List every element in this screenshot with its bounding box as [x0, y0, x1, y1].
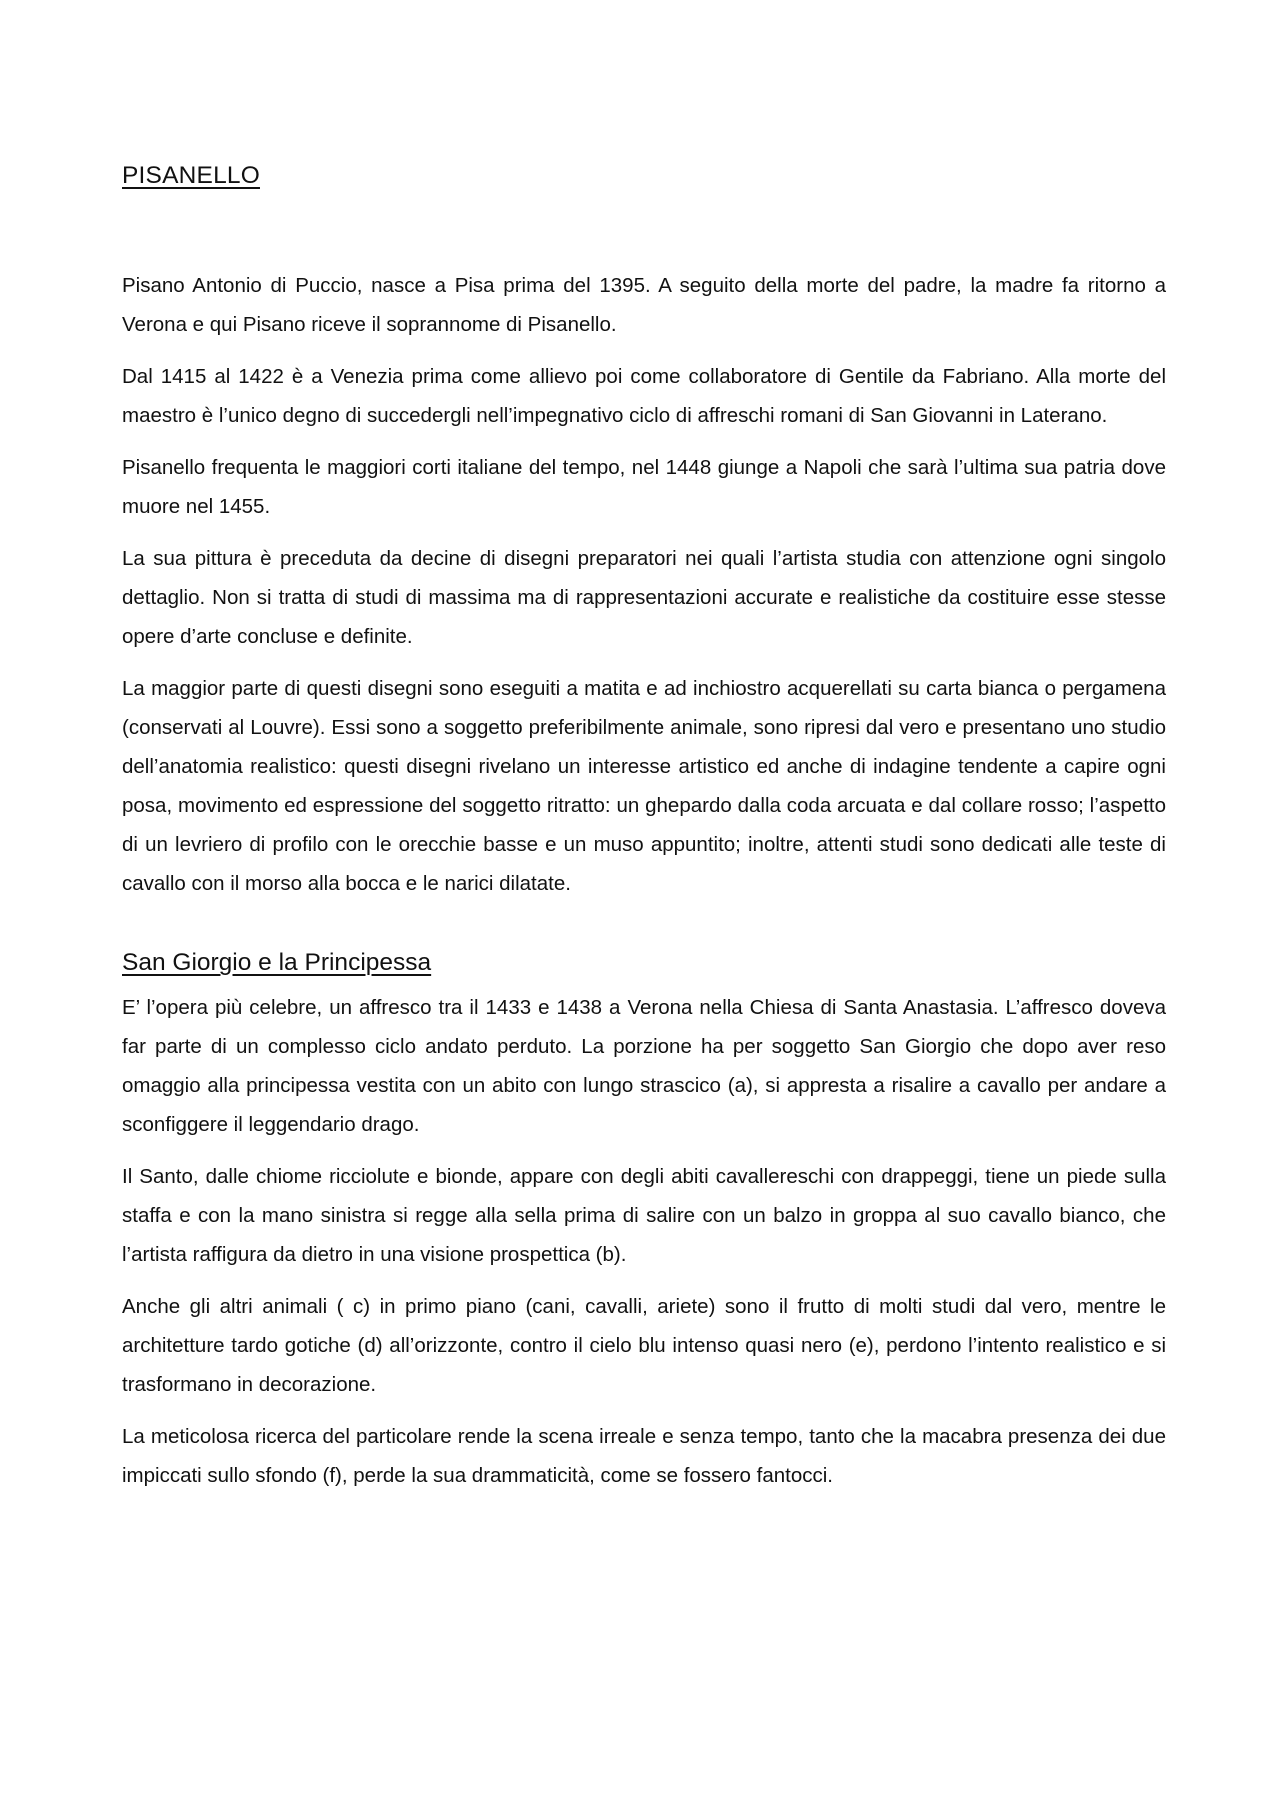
intro-paragraph-1: Pisano Antonio di Puccio, nasce a Pisa prima del 1395. A seguito della morte del padre, la madre fa ritorno a Verona e qui Pisano riceve il soprannome di Pisanello. [122, 274, 1166, 336]
section-paragraph-2: Il Santo, dalle chiome ricciolute e bionde, appare con degli abiti cavallereschi con drappeggi, tiene un piede sulla staffa e con la mano sinistra si regge alla sella prima di salire con un balzo in groppa al suo cavallo bianco, che l’artista raffigura da dietro in una visione prospettica (b). [122, 1165, 1166, 1266]
page-title: PISANELLO [122, 162, 260, 189]
section-paragraph-1: E’ l’opera più celebre, un affresco tra il 1433 e 1438 a Verona nella Chiesa di Santa Anastasia. L’affresco doveva far parte di un complesso ciclo andato perduto. La porzione ha per soggetto San Giorgio che dopo aver reso omaggio alla principessa vestita con un abito con lungo strascico (a), si appresta a risalire a cavallo per andare a sconfiggere il leggendario drago. [122, 996, 1166, 1136]
intro-paragraph-4: La sua pittura è preceduta da decine di disegni preparatori nei quali l’artista studia con attenzione ogni singolo dettaglio. Non si tratta di studi di massima ma di rappresentazioni accurate e realistiche da costituire esse stesse opere d’arte concluse e definite. [122, 547, 1166, 648]
intro-paragraph-5: La maggior parte di questi disegni sono eseguiti a matita e ad inchiostro acquerellati su carta bianca o pergamena (conservati al Louvre). Essi sono a soggetto preferibilmente animale, sono ripresi dal vero e presentano uno studio dell’anatomia realistico: questi disegni rivelano un interesse artistico ed anche di indagine tendente a capire ogni posa, movimento ed espressione del soggetto ritratto: un ghepardo dalla coda arcuata e dal collare rosso; l’aspetto di un levriero di profilo con le orecchie basse e un muso appuntito; inoltre, attenti studi sono dedicati alle teste di cavallo con il morso alla bocca e le narici dilatate. [122, 677, 1166, 895]
document-body [122, 160, 1166, 1495]
section-paragraph-3: Anche gli altri animali ( c) in primo piano (cani, cavalli, ariete) sono il frutto di molti studi dal vero, mentre le architetture tardo gotiche (d) all’orizzonte, contro il cielo blu intenso quasi nero (e), perdono l’intento realistico e si trasformano in decorazione. [122, 1295, 1166, 1396]
section-paragraph-4: La meticolosa ricerca del particolare rende la scena irreale e senza tempo, tanto che la macabra presenza dei due impiccati sullo sfondo (f), perde la sua drammaticità, come se fossero fantocci. [122, 1425, 1166, 1487]
intro-paragraph-3: Pisanello frequenta le maggiori corti italiane del tempo, nel 1448 giunge a Napoli che sarà l’ultima sua patria dove muore nel 1455. [122, 456, 1166, 518]
intro-paragraph-2: Dal 1415 al 1422 è a Venezia prima come allievo poi come collaboratore di Gentile da Fabriano. Alla morte del maestro è l’unico degno di succedergli nell’impegnativo ciclo di affreschi romani di San Giovanni in Laterano. [122, 365, 1166, 427]
section-title: San Giorgio e la Principessa [122, 949, 432, 976]
